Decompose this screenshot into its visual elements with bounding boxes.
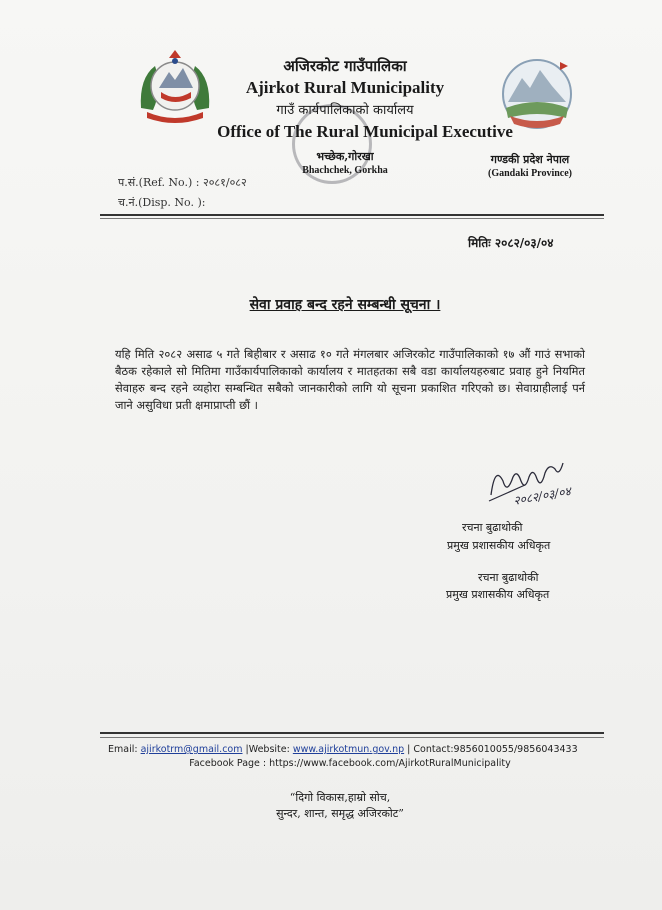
slogan-line-2: सुन्दर, शान्त, समृद्ध अजिरकोट” <box>276 807 404 820</box>
date-label: मितिः <box>468 236 491 250</box>
signatory-name-2: रचना बुढाथोकी <box>478 571 539 584</box>
footer-contact <box>108 744 578 755</box>
ref-no-value: २०८१/०८२ <box>202 176 247 189</box>
footer-divider <box>100 732 604 734</box>
header-divider <box>100 214 604 216</box>
email-link[interactable]: ajirkotrm@gmail.com <box>140 744 243 755</box>
website-label: |Website: <box>245 744 290 755</box>
header-divider-thin <box>100 218 604 219</box>
notice-subject <box>180 294 510 314</box>
website-link[interactable]: www.ajirkotmun.gov.np <box>292 744 405 755</box>
province-logo-icon <box>500 56 574 132</box>
municipality-name-np: अजिरकोट गाउँपालिका <box>283 57 407 75</box>
signatory-title-1: प्रमुख प्रशासकीय अधिकृत <box>447 539 551 552</box>
contact-numbers: | Contact:9856010055/9856043433 <box>407 744 578 755</box>
office-name-np: गाउँ कार्यपालिकाको कार्यालय <box>276 103 414 118</box>
municipality-name-en: Ajirkot Rural Municipality <box>245 78 445 97</box>
ref-no <box>118 175 247 190</box>
address-en: Bhachchek, Gorkha <box>302 165 388 176</box>
footer-divider-thin <box>100 737 604 738</box>
letter-date <box>468 234 554 251</box>
notice-body: यहि मिति २०८२ असाढ ५ गते बिहीबार र असाढ १० गते मंगलबार अजिरकोट गाउँपालिकाको १७ औं गाउं सभाको बैठक रहेकाले सो मितिमा गाउँकार्यपालिकाको कार्यालय र मातहतका सबै वडा कार्यालयहरुबाट प्रवाह हुने नियमित सेवाहरु बन्द रहने व्यहोरा सम्बन्धित सबैको जानकारीको लागि यो सूचना प्रकाशित गरिएको छ। सेवाग्राहीलाई पर्न जाने असुविधा प्रती क्षमाप्राप्ती छौं । <box>115 347 585 412</box>
signatory-title-2: प्रमुख प्रशासकीय अधिकृत <box>446 588 550 601</box>
address-np: भच्छेक,गोरखा <box>316 150 374 163</box>
handwritten-signature <box>485 455 595 519</box>
disp-no <box>118 195 205 210</box>
signature-date: २०८२/०३/०४ <box>512 484 572 508</box>
ref-no-label: प.सं.(Ref. No.) : <box>118 176 200 189</box>
office-name-en: Office of The Rural Municipal Executive <box>217 122 513 141</box>
province-name-en: (Gandaki Province) <box>488 168 572 179</box>
province-name-np: गण्डकी प्रदेश नेपाल <box>490 153 570 166</box>
disp-no-label: च.नं.(Disp. No. ): <box>118 196 206 209</box>
signatory-name-1: रचना बुढाथोकी <box>462 521 523 534</box>
email-label: Email: <box>108 744 138 755</box>
slogan-line-1: “दिगो विकास,हाम्रो सोच, <box>289 791 391 804</box>
date-value: २०८२/०३/०४ <box>494 236 554 250</box>
facebook-page: Facebook Page : https://www.facebook.com/AjirkotRuralMunicipality <box>189 758 511 769</box>
notice-subject-text: सेवा प्रवाह बन्द रहने सम्बन्धी सूचना । <box>249 297 441 313</box>
